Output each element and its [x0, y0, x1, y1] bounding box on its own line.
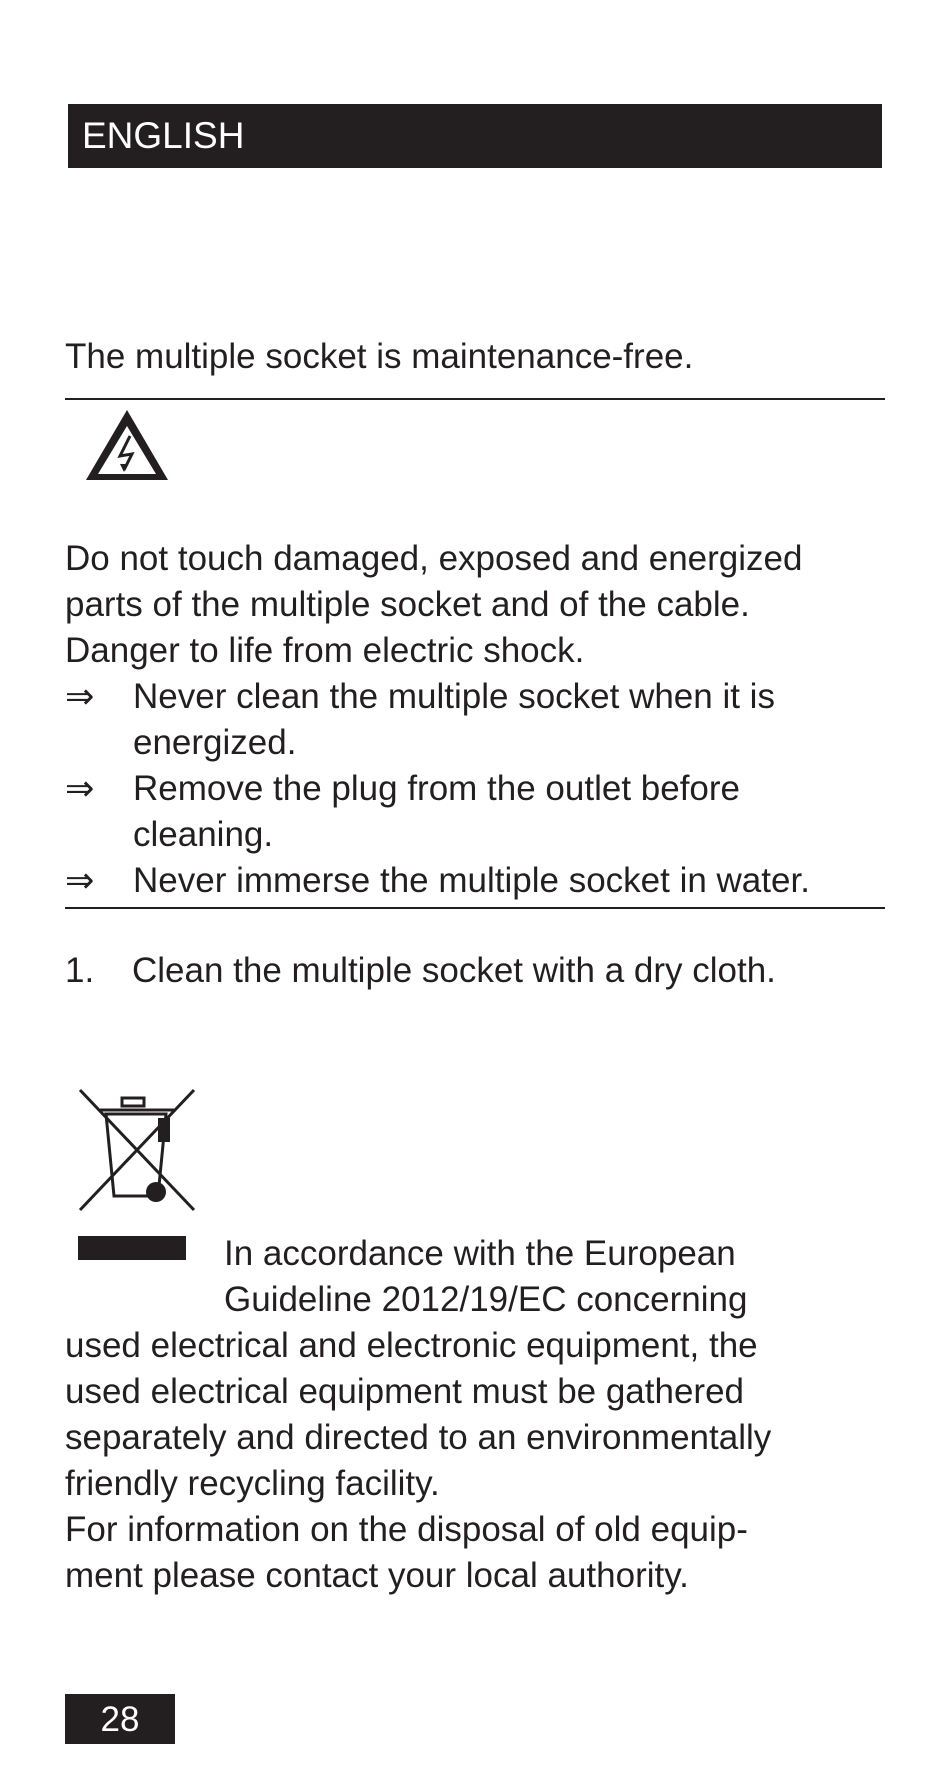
language-header [68, 104, 882, 168]
instruction-2-line-2: cleaning. [133, 815, 274, 854]
step-text: Clean the multiple socket with a dry cloth. [132, 951, 776, 990]
disposal-line-3: used electrical and electronic equipment, the [65, 1326, 758, 1365]
warning-line-1: Do not touch damaged, exposed and energized [65, 539, 803, 578]
warning-line-3: Danger to life from electric shock. [65, 631, 585, 670]
instruction-arrow-3: ⇒ [65, 861, 95, 900]
warning-line-2: parts of the multiple socket and of the cable. [65, 585, 750, 624]
disposal-line-2: Guideline 2012/19/EC concerning [224, 1280, 748, 1319]
disposal-line-1: In accordance with the European [224, 1234, 736, 1273]
step-number: 1. [65, 951, 95, 990]
instruction-arrow-1: ⇒ [65, 677, 95, 716]
warning-bottom-divider [65, 907, 885, 909]
electric-shock-warning-icon [82, 406, 172, 484]
instruction-1-line-2: energized. [133, 723, 297, 762]
warning-top-divider [65, 398, 885, 400]
instruction-1-line-1: Never clean the multiple socket when it is [133, 677, 775, 716]
separate-collection-bar [78, 1236, 186, 1260]
crossed-out-wheelie-bin-icon [74, 1086, 200, 1216]
maintenance-statement: The multiple socket is maintenance-free. [65, 337, 694, 376]
instruction-2-line-1: Remove the plug from the outlet before [133, 769, 741, 808]
instruction-3-line-1: Never immerse the multiple socket in water. [133, 861, 810, 900]
disposal-line-8: ment please contact your local authority. [65, 1556, 689, 1595]
disposal-line-5: separately and directed to an environmentally [65, 1418, 772, 1457]
page-number: 28 [65, 1694, 175, 1744]
disposal-line-7: For information on the disposal of old equip- [65, 1510, 748, 1549]
disposal-line-6: friendly recycling facility. [65, 1464, 440, 1503]
disposal-line-4: used electrical equipment must be gathered [65, 1372, 745, 1411]
language-label: ENGLISH [82, 115, 245, 156]
instruction-arrow-2: ⇒ [65, 769, 95, 808]
